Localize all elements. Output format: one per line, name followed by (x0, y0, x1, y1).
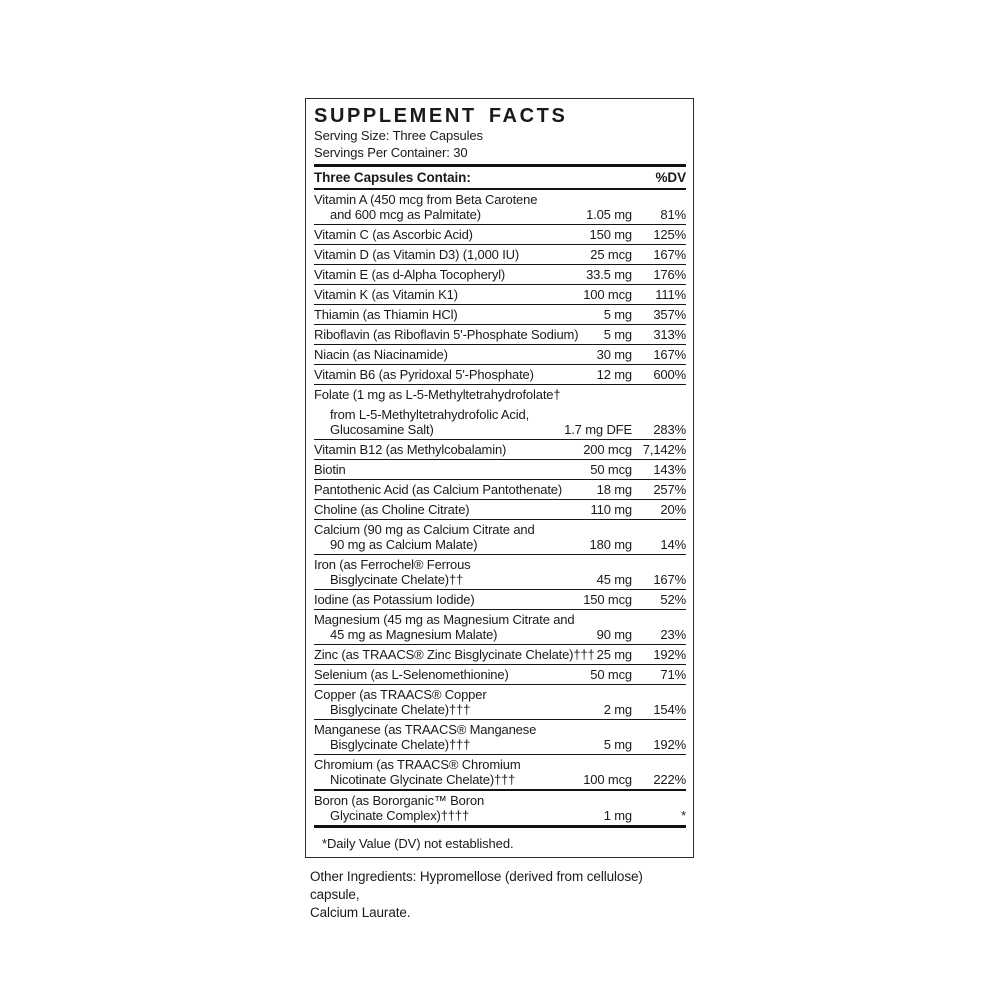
dv-column-header: %DV (655, 169, 686, 185)
nutrient-dv-percent: 81% (660, 207, 686, 222)
nutrient-name: Iodine (as Potassium Iodide) (314, 592, 475, 607)
table-row (314, 645, 686, 665)
nutrient-amount: 200 mcg (583, 442, 632, 457)
nutrient-name: Choline (as Choline Citrate) (314, 502, 470, 517)
nutrient-amount: 25 mcg (590, 247, 632, 262)
table-row (314, 440, 686, 460)
nutrient-name: Vitamin A (450 mcg from Beta Carotene (314, 192, 538, 207)
table-row (314, 755, 686, 791)
table-row (314, 325, 686, 345)
nutrient-amount: 90 mg (596, 627, 632, 642)
other-ingredients-line: Other Ingredients: Hypromellose (derived from cellulose) capsule, (310, 869, 643, 902)
nutrient-name: Bisglycinate Chelate)††† (330, 702, 471, 717)
table-row (314, 480, 686, 500)
nutrient-dv-percent: 176% (653, 267, 686, 282)
nutrient-amount: 2 mg (603, 702, 632, 717)
table-row (314, 245, 686, 265)
nutrient-dv-percent: 71% (660, 667, 686, 682)
table-row (314, 520, 686, 555)
nutrient-amount: 30 mg (596, 347, 632, 362)
nutrient-name: Niacin (as Niacinamide) (314, 347, 448, 362)
table-row (314, 285, 686, 305)
nutrient-amount: 5 mg (603, 307, 632, 322)
table-row (314, 555, 686, 590)
nutrient-amount: 150 mcg (583, 592, 632, 607)
nutrient-name: 45 mg as Magnesium Malate) (330, 627, 498, 642)
nutrient-amount: 100 mcg (583, 287, 632, 302)
nutrient-name: Pantothenic Acid (as Calcium Pantothenate) (314, 482, 563, 497)
nutrient-amount: 1.7 mg DFE (564, 422, 632, 437)
nutrient-dv-percent: 154% (653, 702, 686, 717)
nutrient-name: Calcium (90 mg as Calcium Citrate and (314, 522, 535, 537)
serving-size: Serving Size: Three Capsules (314, 128, 483, 143)
dv-footnote: *Daily Value (DV) not established. (322, 836, 514, 851)
nutrient-amount: 5 mg (603, 327, 632, 342)
nutrient-amount: 50 mcg (590, 462, 632, 477)
nutrient-dv-percent: 192% (653, 647, 686, 662)
table-row (314, 365, 686, 385)
nutrient-name: Iron (as Ferrochel® Ferrous (314, 557, 471, 572)
nutrient-dv-percent: 600% (653, 367, 686, 382)
table-row (314, 190, 686, 225)
nutrient-name: Thiamin (as Thiamin HCl) (314, 307, 458, 322)
nutrient-name: 90 mg as Calcium Malate) (330, 537, 478, 552)
supplement-facts-panel (305, 98, 694, 858)
nutrient-dv-percent: 167% (653, 247, 686, 262)
nutrient-name: Nicotinate Glycinate Chelate)††† (330, 772, 516, 787)
table-row (314, 305, 686, 325)
nutrient-dv-percent: 257% (653, 482, 686, 497)
other-ingredients-line: Calcium Laurate. (310, 905, 411, 920)
nutrient-name: Folate (1 mg as L-5-Methyltetrahydrofolate† (314, 387, 561, 402)
nutrient-name: Vitamin E (as d-Alpha Tocopheryl) (314, 267, 506, 282)
table-row (314, 265, 686, 285)
nutrient-name: Bisglycinate Chelate)††† (330, 737, 471, 752)
table-row (314, 685, 686, 720)
nutrient-name: Glucosamine Salt) (330, 422, 434, 437)
servings-per-container: Servings Per Container: 30 (314, 145, 468, 160)
nutrient-name: Vitamin B12 (as Methylcobalamin) (314, 442, 507, 457)
nutrient-amount: 110 mg (590, 502, 632, 517)
nutrient-amount: 1 mg (603, 808, 632, 823)
nutrient-dv-percent: 14% (660, 537, 686, 552)
nutrient-name: Vitamin C (as Ascorbic Acid) (314, 227, 473, 242)
nutrient-amount: 12 mg (596, 367, 632, 382)
nutrient-name: Bisglycinate Chelate)†† (330, 572, 464, 587)
nutrient-name: Chromium (as TRAACS® Chromium (314, 757, 521, 772)
table-row (314, 590, 686, 610)
nutrient-amount: 5 mg (603, 737, 632, 752)
nutrient-dv-percent: 192% (653, 737, 686, 752)
nutrient-amount: 50 mcg (590, 667, 632, 682)
nutrient-amount: 150 mg (589, 227, 632, 242)
table-row (314, 610, 686, 645)
nutrient-dv-percent: 167% (653, 572, 686, 587)
nutrient-dv-percent: 283% (653, 422, 686, 437)
nutrient-dv-percent: 52% (660, 592, 686, 607)
table-row (314, 720, 686, 755)
nutrient-name: Vitamin D (as Vitamin D3) (1,000 IU) (314, 247, 520, 262)
nutrient-name: Riboflavin (as Riboflavin 5'-Phosphate Sodium) (314, 327, 579, 342)
nutrient-name: Copper (as TRAACS® Copper (314, 687, 487, 702)
nutrient-dv-percent: 111% (655, 287, 686, 302)
nutrient-name: Magnesium (45 mg as Magnesium Citrate and (314, 612, 575, 627)
nutrient-amount: 45 mg (596, 572, 632, 587)
table-row (314, 345, 686, 365)
nutrient-name: Vitamin K (as Vitamin K1) (314, 287, 458, 302)
nutrient-name: Zinc (as TRAACS® Zinc Bisglycinate Chelate)††† (314, 647, 595, 662)
table-row (314, 225, 686, 245)
nutrient-amount: 100 mcg (583, 772, 632, 787)
nutrient-name: Biotin (314, 462, 346, 477)
nutrient-dv-percent: 7,142% (642, 442, 686, 457)
other-ingredients (310, 868, 690, 922)
nutrient-dv-percent: 167% (653, 347, 686, 362)
nutrient-dv-percent: 222% (653, 772, 686, 787)
nutrient-dv-percent: 143% (653, 462, 686, 477)
nutrient-name: Selenium (as L-Selenomethionine) (314, 667, 509, 682)
column-header: Three Capsules Contain: (314, 169, 471, 185)
table-header (314, 167, 686, 188)
table-row (314, 500, 686, 520)
nutrient-name: Glycinate Complex)†††† (330, 808, 470, 823)
nutrient-amount: 25 mg (596, 647, 632, 662)
panel-title: SUPPLEMENT FACTS (314, 105, 568, 127)
nutrient-name: Vitamin B6 (as Pyridoxal 5'-Phosphate) (314, 367, 534, 382)
nutrient-dv-percent: 313% (653, 327, 686, 342)
nutrient-amount: 1.05 mg (586, 207, 632, 222)
table-row (314, 665, 686, 685)
nutrient-dv-percent: * (681, 808, 686, 823)
nutrient-name: from L-5-Methyltetrahydrofolic Acid, (330, 407, 530, 422)
nutrient-name: Manganese (as TRAACS® Manganese (314, 722, 537, 737)
nutrient-dv-percent: 23% (660, 627, 686, 642)
nutrient-amount: 18 mg (596, 482, 632, 497)
table-row (314, 385, 686, 440)
nutrient-dv-percent: 20% (660, 502, 686, 517)
nutrient-dv-percent: 125% (653, 227, 686, 242)
nutrient-dv-percent: 357% (653, 307, 686, 322)
nutrient-name: Boron (as Bororganic™ Boron (314, 793, 485, 808)
nutrient-amount: 33.5 mg (586, 267, 632, 282)
nutrient-name: and 600 mcg as Palmitate) (330, 207, 481, 222)
table-row (314, 460, 686, 480)
nutrient-amount: 180 mg (589, 537, 632, 552)
table-row (314, 791, 686, 828)
